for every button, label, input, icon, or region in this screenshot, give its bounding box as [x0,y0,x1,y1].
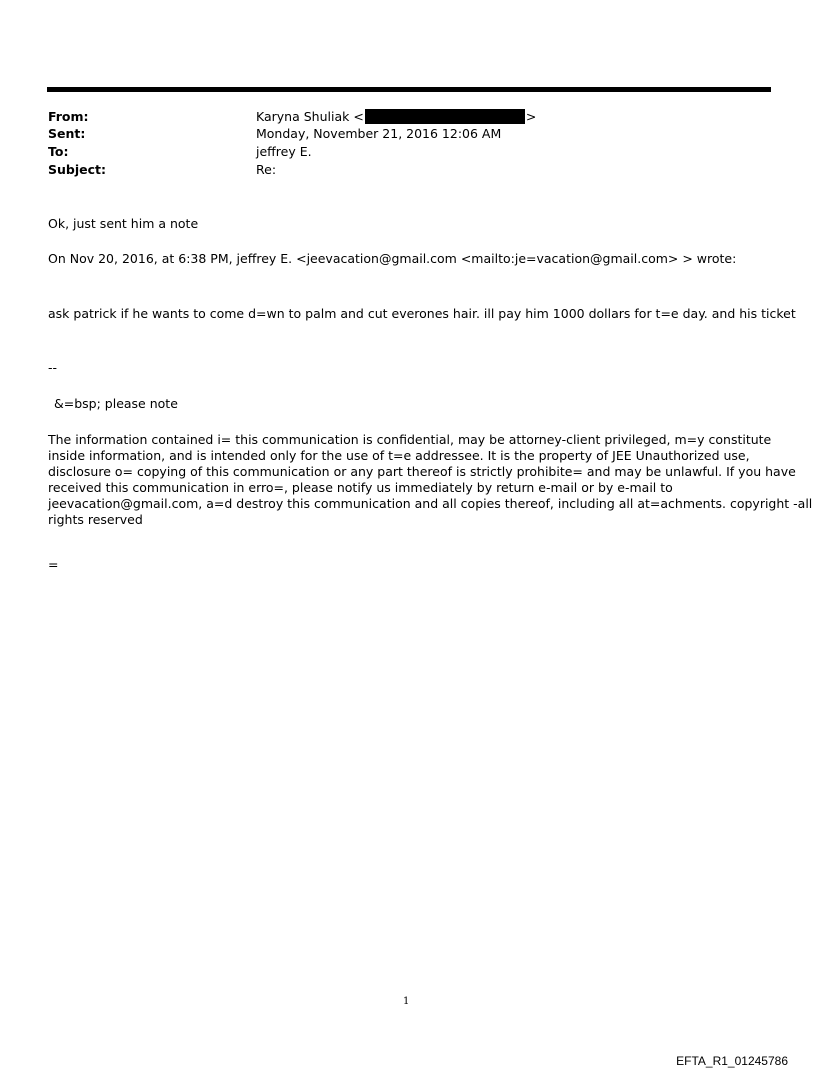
from-value [256,109,536,125]
from-label: From: [48,109,89,124]
header-rule [47,87,771,92]
quoted-message: ask patrick if he wants to come d=wn to palm and cut everones hair. ill pay him 1000 dollars for t=e day. and his ticket [48,306,796,321]
sender-name: Karyna Shuliak [256,109,350,124]
to-label: To: [48,144,69,159]
disclaimer-line: rights reserved [48,512,143,527]
quote-intro: On Nov 20, 2016, at 6:38 PM, jeffrey E. <jeevacation@gmail.com <mailto:je=vacation@gmail.com> > wrote: [48,251,737,266]
sender-email-close-bracket: > [525,109,537,124]
trailing-equals: = [48,557,59,572]
disclaimer-line: inside information, and is intended only for the use of t=e addressee. It is the property of JEE Unauthorized use, [48,448,750,463]
to-value: jeffrey E. [256,144,312,159]
sent-value: Monday, November 21, 2016 12:06 AM [256,126,502,141]
disclaimer-line: disclosure o= copying of this communication or any part thereof is strictly prohibite= and may be unlawful. If you have [48,464,796,479]
disclaimer-line: jeevacation@gmail.com, a=d destroy this communication and all copies thereof, including all at=achments. copyright -all [48,496,813,511]
page-number: 1 [403,996,410,1007]
redaction-box [365,109,525,124]
subject-label: Subject: [48,162,106,177]
reply-text: Ok, just sent him a note [48,216,199,231]
document-id: EFTA_R1_01245786 [676,1054,788,1068]
subject-value: Re: [256,162,277,177]
confidentiality-disclaimer [48,432,813,528]
disclaimer-line: received this communication in erro=, please notify us immediately by return e-mail or by e-mail to [48,480,673,495]
disclaimer-line: The information contained i= this communication is confidential, may be attorney-client privileged, m=y constitute [48,432,772,447]
signature-separator: -- [48,360,58,375]
sent-label: Sent: [48,126,86,141]
sender-email-open-bracket: < [353,109,364,124]
please-note-line: &=bsp; please note [54,396,178,411]
